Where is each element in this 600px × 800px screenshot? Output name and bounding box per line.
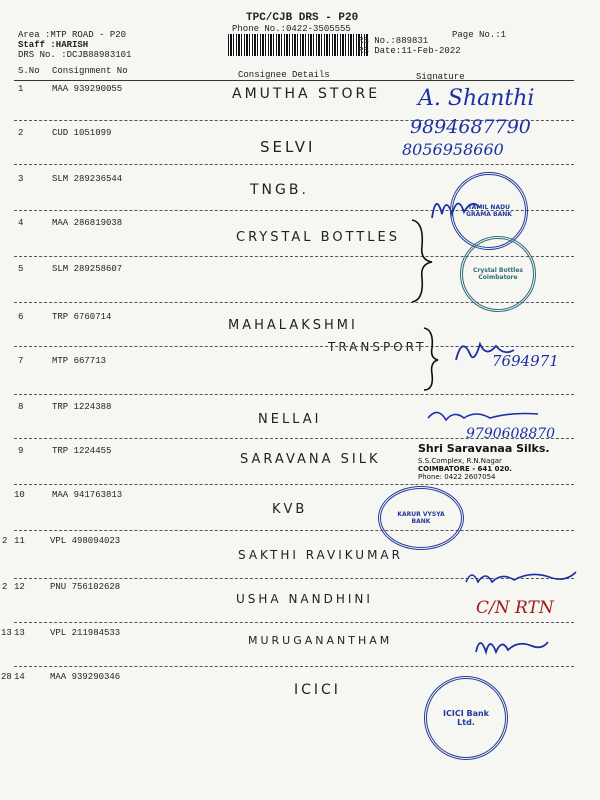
signature-scribble bbox=[462, 564, 582, 590]
consignment-number: MAA 939290346 bbox=[50, 672, 121, 682]
staff-label: Staff :HARISH bbox=[18, 40, 89, 50]
margin-digit: 28 bbox=[1, 672, 12, 682]
consignee-name: SARAVANA SILK bbox=[240, 452, 381, 467]
row-number: 10 bbox=[14, 490, 25, 500]
icici-stamp: ICICI Bank Ltd. bbox=[424, 676, 508, 760]
consignee-name: MURUGANANTHAM bbox=[248, 634, 393, 647]
barcode bbox=[228, 34, 368, 56]
margin-digit: 2 bbox=[2, 536, 8, 546]
return-note: C/N RTN bbox=[476, 598, 554, 618]
brace-mark-2 bbox=[420, 324, 444, 394]
consignee-name-line2: TRANSPORT bbox=[328, 340, 427, 354]
brace-mark bbox=[408, 216, 438, 306]
rs-number: RS No.:889831 bbox=[358, 36, 429, 46]
col-consignee: Consignee Details bbox=[238, 70, 330, 80]
signature-phone: 8056958660 bbox=[402, 140, 504, 159]
area-label: Area :MTP ROAD - P20 bbox=[18, 30, 127, 40]
tngb-stamp: TAMIL NADU GRAMA BANK bbox=[450, 172, 528, 250]
row-divider bbox=[14, 164, 574, 165]
consignment-number: CUD 1051099 bbox=[52, 128, 112, 138]
crystal-bottles-stamp: Crystal Bottles Coimbatore bbox=[460, 236, 536, 312]
consignment-number: VPL 498094023 bbox=[50, 536, 121, 546]
row-number: 13 bbox=[14, 628, 25, 638]
col-sno: S.No bbox=[18, 66, 40, 76]
consignment-number: VPL 211984533 bbox=[50, 628, 121, 638]
consignee-name: AMUTHA STORE bbox=[232, 86, 381, 102]
stamp-city: COIMBATORE - 641 020. bbox=[418, 465, 512, 473]
row-number: 4 bbox=[18, 218, 24, 228]
consignment-number: PNU 756102628 bbox=[50, 582, 121, 592]
consignee-name: MAHALAKSHMI bbox=[228, 318, 358, 333]
row-number: 12 bbox=[14, 582, 25, 592]
consignment-number: MTP 667713 bbox=[52, 356, 107, 366]
consignee-name: TNGB. bbox=[250, 182, 309, 198]
consignee-name: SAKTHI RAVIKUMAR bbox=[238, 548, 403, 562]
row-number: 5 bbox=[18, 264, 24, 274]
page-number: Page No.:1 bbox=[452, 30, 507, 40]
karur-vysya-stamp: KARUR VYSYA BANK bbox=[378, 486, 464, 550]
consignment-number: MAA 939290055 bbox=[52, 84, 123, 94]
signature-phone: 9790608870 bbox=[466, 426, 556, 442]
consignment-number: SLM 289258607 bbox=[52, 264, 123, 274]
drs-number: DRS No. :DCJB88983101 bbox=[18, 50, 132, 60]
margin-digit: 13 bbox=[1, 628, 12, 638]
stamp-title: Shri Saravanaa Silks. bbox=[418, 442, 550, 455]
doc-title: TPC/CJB DRS - P20 bbox=[246, 12, 359, 24]
consignment-number: MAA 941763813 bbox=[52, 490, 123, 500]
signature-name: A. Shanthi bbox=[418, 86, 535, 111]
stamp-phone: Phone: 0422 2607054 bbox=[418, 473, 496, 481]
consignee-name: KVB bbox=[272, 502, 308, 517]
row-number: 1 bbox=[18, 84, 24, 94]
consignment-number: TRP 1224388 bbox=[52, 402, 112, 412]
consignee-name: SELVI bbox=[260, 138, 316, 156]
header-rule bbox=[14, 80, 574, 81]
phone-number: Phone No.:0422-3505555 bbox=[232, 24, 351, 34]
row-divider bbox=[14, 622, 574, 623]
consignment-number: TRP 6760714 bbox=[52, 312, 112, 322]
col-consignment: Consignment No bbox=[52, 66, 128, 76]
row-number: 2 bbox=[18, 128, 24, 138]
row-divider bbox=[14, 530, 574, 531]
signature-scribble bbox=[472, 628, 552, 662]
row-number: 6 bbox=[18, 312, 24, 322]
row-number: 14 bbox=[14, 672, 25, 682]
row-divider bbox=[14, 394, 574, 395]
consignment-number: MAA 286819038 bbox=[52, 218, 123, 228]
consignment-number: TRP 1224455 bbox=[52, 446, 112, 456]
stamp-address: S.S.Complex, R.N.Nagar bbox=[418, 457, 502, 465]
row-number: 8 bbox=[18, 402, 24, 412]
row-number: 3 bbox=[18, 174, 24, 184]
rs-date: RS Date:11-Feb-2022 bbox=[358, 46, 461, 56]
margin-digit: 2 bbox=[2, 582, 8, 592]
consignee-name: NELLAI bbox=[258, 412, 322, 427]
consignee-name: CRYSTAL BOTTLES bbox=[236, 230, 400, 245]
signature-phone: 7694971 bbox=[492, 352, 559, 370]
signature-scribble bbox=[424, 402, 544, 426]
row-number: 11 bbox=[14, 536, 25, 546]
row-number: 7 bbox=[18, 356, 24, 366]
row-number: 9 bbox=[18, 446, 24, 456]
col-signature: Signature bbox=[416, 72, 465, 82]
consignment-number: SLM 289236544 bbox=[52, 174, 123, 184]
row-divider bbox=[14, 666, 574, 667]
signature-phone: 9894687790 bbox=[410, 116, 531, 138]
consignee-name: ICICI bbox=[294, 682, 341, 698]
consignee-name: USHA NANDHINI bbox=[236, 592, 373, 606]
saravana-silks-stamp bbox=[418, 442, 558, 500]
